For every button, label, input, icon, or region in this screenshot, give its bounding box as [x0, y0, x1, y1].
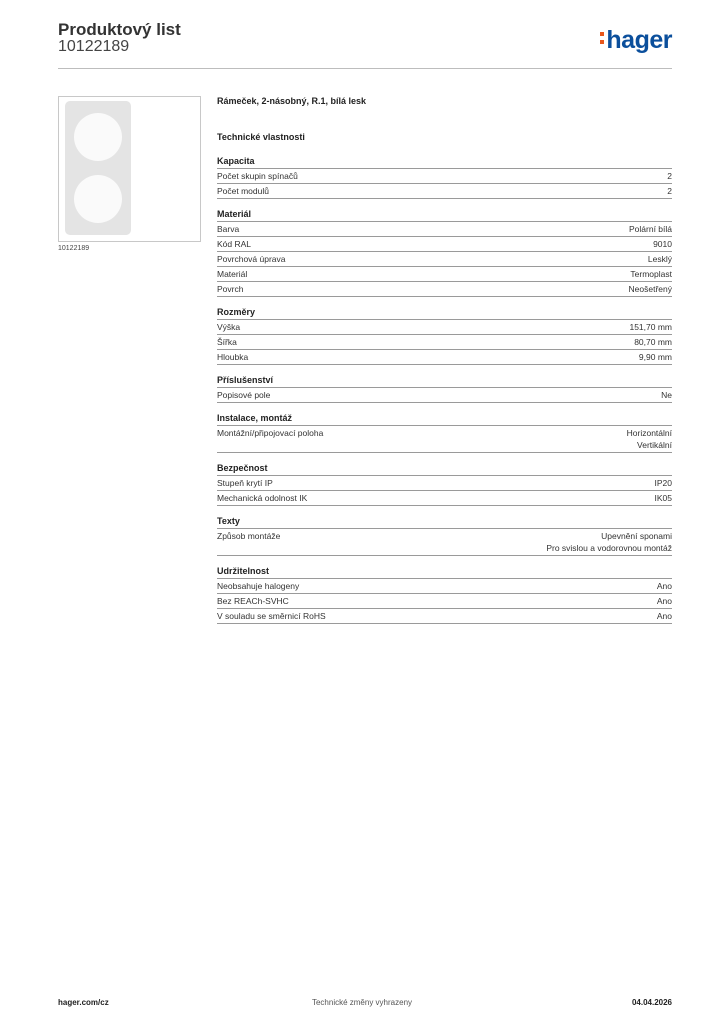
spec-row — [217, 579, 672, 594]
spec-value — [629, 321, 672, 333]
footer-website-link[interactable]: hager.com/cz — [58, 998, 109, 1007]
spec-row — [217, 491, 672, 506]
spec-value-line: Upevnění sponami — [601, 531, 672, 541]
spec-value-line: Vertikální — [637, 440, 672, 450]
page-subtitle: 10122189 — [58, 38, 130, 55]
spec-value-line: 2 — [667, 171, 672, 181]
footer-disclaimer: Technické změny vyhrazeny — [311, 998, 413, 1007]
product-name: Rámeček, 2-násobný, R.1, bílá lesk — [217, 96, 367, 106]
logo-text: hager — [606, 26, 672, 54]
spec-row — [217, 184, 672, 199]
spec-group — [217, 566, 672, 624]
spec-row — [217, 426, 672, 453]
frame-opening-bottom — [74, 175, 122, 223]
spec-value — [655, 492, 673, 504]
spec-group-title: Materiál — [217, 209, 672, 222]
spec-group — [217, 413, 672, 453]
spec-group-title: Instalace, montáž — [217, 413, 672, 426]
spec-label: Neobsahuje halogeny — [217, 581, 300, 591]
spec-value-line: IP20 — [654, 478, 672, 488]
spec-row — [217, 222, 672, 237]
spec-label: Montážní/připojovací poloha — [217, 428, 324, 438]
spec-label: Šířka — [217, 337, 237, 347]
spec-value — [657, 595, 672, 607]
page-title: Produktový list — [58, 20, 181, 39]
header-divider — [58, 68, 672, 69]
switch-frame-2-gang-icon — [65, 101, 131, 235]
spec-label: Kód RAL — [217, 239, 252, 249]
spec-row — [217, 335, 672, 350]
frame-opening-top — [74, 113, 122, 161]
spec-row — [217, 169, 672, 184]
spec-label: Výška — [217, 322, 241, 332]
footer-date: 04.04.2026 — [631, 998, 672, 1007]
spec-value-line: Termoplast — [630, 269, 672, 279]
spec-groups — [217, 156, 672, 624]
spec-group-title: Bezpečnost — [217, 463, 672, 476]
spec-value-line: 151,70 mm — [629, 322, 672, 332]
spec-row — [217, 594, 672, 609]
spec-value-line: 9010 — [653, 239, 672, 249]
spec-row — [217, 252, 672, 267]
spec-label: Mechanická odolnost IK — [217, 493, 308, 503]
spec-value — [648, 253, 672, 265]
spec-row — [217, 320, 672, 335]
spec-label: Povrch — [217, 284, 244, 294]
spec-value — [661, 389, 672, 401]
spec-value — [657, 610, 672, 622]
spec-value — [653, 238, 672, 250]
spec-value-line: Neošetřený — [628, 284, 672, 294]
spec-group-title: Udržitelnost — [217, 566, 672, 579]
spec-value-line: 80,70 mm — [634, 337, 672, 347]
product-image-caption: 10122189 — [58, 245, 90, 252]
spec-label: Počet skupin spínačů — [217, 171, 298, 181]
spec-value-line: IK05 — [654, 493, 672, 503]
spec-value — [667, 170, 672, 182]
spec-label: Barva — [217, 224, 240, 234]
spec-value-line: Ne — [661, 390, 672, 400]
spec-value-line: 9,90 mm — [638, 352, 672, 362]
spec-value-line: Ano — [656, 611, 672, 621]
spec-label: Způsob montáže — [217, 531, 281, 541]
spec-group-title: Texty — [217, 516, 672, 529]
spec-group — [217, 463, 672, 506]
spec-value-line: Lesklý — [647, 254, 672, 264]
spec-value-line: 2 — [667, 186, 672, 196]
spec-row — [217, 282, 672, 297]
content-column — [217, 96, 672, 634]
spec-label: Hloubka — [217, 352, 249, 362]
spec-group-title: Kapacita — [217, 156, 672, 169]
spec-group — [217, 307, 672, 365]
spec-label: Bez REACh-SVHC — [217, 596, 289, 606]
spec-label: Povrchová úprava — [217, 254, 286, 264]
logo-dots-icon — [600, 26, 604, 44]
spec-label: Stupeň krytí IP — [217, 478, 273, 488]
spec-row — [217, 237, 672, 252]
spec-row — [217, 350, 672, 365]
spec-row — [217, 476, 672, 491]
specs-title: Technické vlastnosti — [217, 132, 305, 142]
spec-row — [217, 529, 672, 556]
spec-row — [217, 609, 672, 624]
spec-group — [217, 516, 672, 556]
spec-value — [629, 283, 672, 295]
spec-value — [629, 223, 672, 235]
spec-group-title: Rozměry — [217, 307, 672, 320]
spec-value-line: Ano — [656, 596, 672, 606]
spec-value-line: Pro svislou a vodorovnou montáž — [546, 543, 672, 553]
spec-value-line: Ano — [656, 581, 672, 591]
spec-value-line: Horizontální — [626, 428, 672, 438]
spec-group-title: Příslušenství — [217, 375, 672, 388]
spec-label: V souladu se směrnicí RoHS — [217, 611, 326, 621]
spec-group — [217, 375, 672, 403]
spec-value — [630, 268, 672, 280]
spec-value — [639, 351, 672, 363]
spec-label: Materiál — [217, 269, 248, 279]
spec-value — [546, 530, 672, 554]
spec-group — [217, 156, 672, 199]
spec-row — [217, 267, 672, 282]
spec-value-line: Polární bílá — [629, 224, 672, 234]
spec-label: Počet modulů — [217, 186, 269, 196]
spec-row — [217, 388, 672, 403]
spec-group — [217, 209, 672, 297]
product-image — [58, 96, 201, 242]
spec-value — [657, 580, 672, 592]
spec-value — [655, 477, 673, 489]
spec-value — [627, 427, 672, 451]
hager-logo[interactable] — [600, 26, 672, 55]
spec-value — [634, 336, 672, 348]
spec-value — [667, 185, 672, 197]
spec-label: Popisové pole — [217, 390, 271, 400]
